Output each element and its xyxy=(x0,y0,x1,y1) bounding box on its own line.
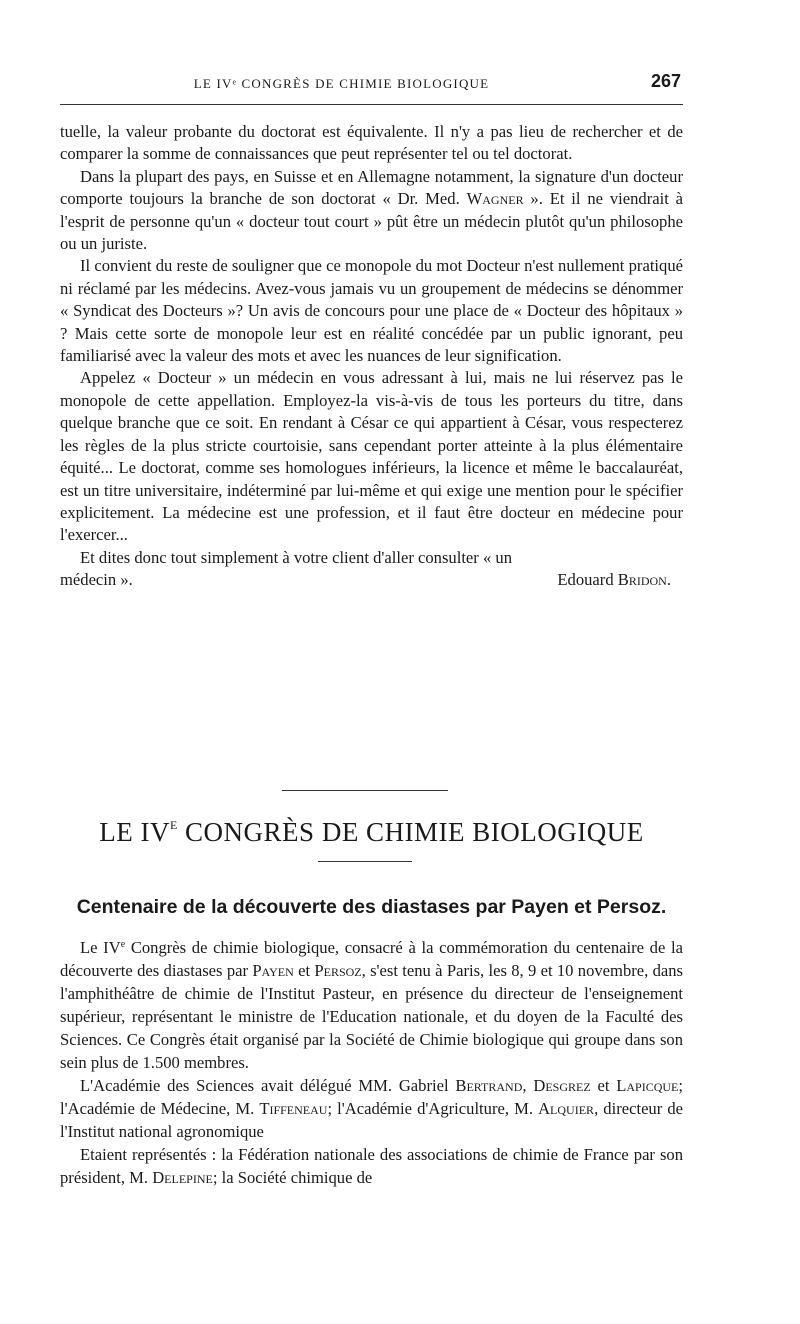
report-p1-a: Le IV xyxy=(80,938,121,957)
report-p1-sup: e xyxy=(120,939,126,950)
paragraph-2-text-b: ». Et il ne viendrait à l'esprit de personne qu'un « docteur tout court » pût être un médecin plutôt qu'un philosophe ou un juriste. xyxy=(60,189,683,254)
congress-report xyxy=(60,933,683,1189)
report-p2-c: et xyxy=(590,1076,617,1095)
report-paragraph-2 xyxy=(60,1074,683,1143)
report-p2-d: ; l'Académie de Médecine, M. xyxy=(60,1076,684,1118)
page-number: 267 xyxy=(650,71,681,91)
paragraph-1: tuelle, la valeur probante du doctorat est équivalente. Il n'y a pas lieu de rechercher et de comparer la somme de connaissances que peut représenter tel ou tel doctorat. xyxy=(60,122,683,164)
section-title-post: CONGRÈS DE CHIMIE BIOLOGIQUE xyxy=(177,817,644,847)
article-conclusion xyxy=(60,121,683,592)
report-p1-c: et xyxy=(293,961,315,980)
section-subtitle: Centenaire de la découverte des diastases par Payen et Persoz. xyxy=(76,896,667,918)
running-head: LE IVᵉ CONGRÈS DE CHIMIE BIOLOGIQUE xyxy=(193,76,490,91)
name-payen: Payen xyxy=(252,961,294,980)
section-divider xyxy=(282,790,448,791)
paragraph-5: Et dites donc tout simplement à votre client d'aller consulter « un xyxy=(80,547,513,567)
name-lapicque: Lapicque xyxy=(616,1076,679,1095)
section-title-sup: E xyxy=(169,818,178,832)
report-p1-d: , s'est tenu à Paris, les 8, 9 et 10 novembre, dans l'amphithéâtre de chimie de l'Institut Pasteur, en présence du directeur de l'enseignement supérieur, représentant le ministre de l'Education nationale, et du doyen de la Faculté des Sciences. Ce Congrès était organisé par la Société de Chimie biologique qui groupe dans son sein plus de 1.500 membres. xyxy=(60,961,684,1072)
section-title xyxy=(60,817,683,848)
paragraph-3: Il convient du reste de souligner que ce monopole du mot Docteur n'est nullement pratiqué ni réclamé par les médecins. Avez-vous jamais vu un groupement de médecins se dénommer « Syndicat des Docteurs »? Un avis de concours pour une place de « Docteur des hôpitaux » ? Mais cette sorte de monopole leur est en réalité concédée par un public ignorant, peu familiarisé avec la valeur des mots et avec les nuances de leur signification. xyxy=(60,256,683,366)
report-paragraph-3 xyxy=(60,1143,683,1189)
report-p3-b: ; la Société chimique de xyxy=(212,1168,373,1187)
paragraph-2-text-a: Dans la plupart des pays, en Suisse et en Allemagne notamment, la signature d'un docteur comporte toujours la branche de son doctorat « Dr. Med. xyxy=(60,166,683,209)
author-name-wagner: Wagner xyxy=(466,189,524,209)
closing-line xyxy=(60,569,683,591)
name-bertrand: Bertrand xyxy=(455,1076,523,1095)
name-tiffeneau: Tiffeneau xyxy=(259,1099,328,1118)
header-rule xyxy=(60,104,683,105)
paragraph-4: Appelez « Docteur » un médecin en vous adressant à lui, mais ne lui réservez pas le monopole de cette appellation. Employez-la vis-à-vis de tous les porteurs du titre, dans quelque branche que ce soit. En rendant à César ce qui appartient à César, vous respecterez les règles de la plus stricte courtoisie, sans cependant porter atteinte à la plus élémentaire équité... Le doctorat, comme ses homologues inférieurs, la licence et même le baccalauréat, est un titre universitaire, indéterminé par lui-même et qui exige une mention pour le spécifier explicitement. La médecine est une profession, et il faut être docteur en médecine pour l'exercer... xyxy=(60,368,683,545)
author-signature xyxy=(557,569,683,591)
report-p2-b: , xyxy=(522,1076,534,1095)
paragraph-2 xyxy=(60,166,683,256)
report-paragraph-1 xyxy=(60,933,683,1074)
report-p3-a: Etaient représentés : la Fédération nationale des associations de chimie de France par son président, M. xyxy=(60,1145,683,1187)
name-desgrez: Desgrez xyxy=(533,1076,591,1095)
section-title-pre: LE IV xyxy=(99,817,170,847)
closing-words: médecin ». xyxy=(60,570,133,590)
name-delepine: Delepine xyxy=(152,1168,213,1187)
report-p1-b: Congrès de chimie biologique, consacré à la commémoration du centenaire de la découverte des diastases par xyxy=(60,938,683,980)
report-p2-a: L'Académie des Sciences avait délégué MM. Gabriel xyxy=(80,1076,456,1095)
name-persoz: Persoz xyxy=(314,961,362,980)
title-rule xyxy=(318,861,412,862)
name-alquier: Alquier xyxy=(538,1099,595,1118)
report-p2-f: , directeur de l'Institut national agronomique xyxy=(60,1099,683,1141)
report-p2-e: ; l'Académie d'Agriculture, M. xyxy=(327,1099,539,1118)
signature-first-name: Edouard xyxy=(557,570,618,590)
page-header xyxy=(60,66,683,106)
signature-last-name: Bridon. xyxy=(617,570,671,590)
